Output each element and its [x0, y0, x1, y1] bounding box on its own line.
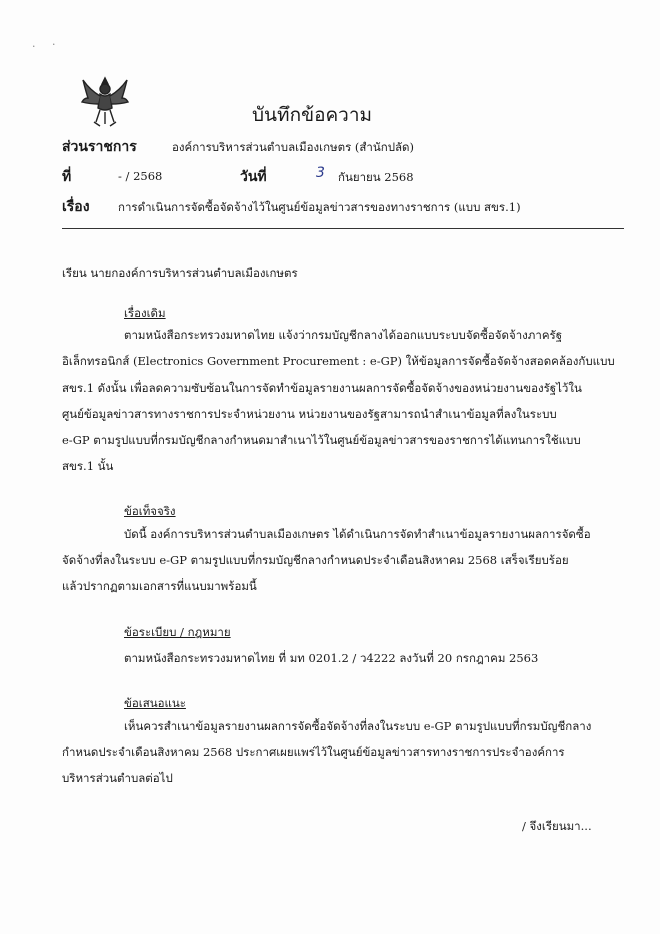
dept-value: องค์การบริหารส่วนตำบลเมืองเกษตร (สำนักปลัด) [172, 140, 415, 154]
doc-number-label: ที่ [62, 169, 72, 185]
section-heading-regulation: ข้อระเบียบ / กฎหมาย [124, 625, 231, 639]
memo-title: บันทึกข้อความ [252, 104, 373, 126]
doc-number-value: - / 2568 [118, 169, 163, 183]
date-label: วันที่ [240, 169, 267, 185]
paragraph-line: สขร.1 ดังนั้น เพื่อลดความซับซ้อนในการจัดทำข้อมูลรายงานผลการจัดซื้อจัดจ้างของหน่วยงานของรัฐไว้ใน [62, 381, 582, 395]
date-month-year: กันยายน 2568 [338, 170, 414, 184]
paragraph-line: e-GP ตามรูปแบบที่กรมบัญชีกลางกำหนดมาสำเนาไว้ในศูนย์ข้อมูลข่าวสารของราชการได้แทนการใช้แบบ [62, 433, 581, 447]
section-heading-background: เรื่องเดิม [124, 306, 166, 320]
date-day-handwritten: 3 [316, 165, 325, 181]
paragraph-line: บัดนี้ องค์การบริหารส่วนตำบลเมืองเกษตร ได้ดำเนินการจัดทำสำเนาข้อมูลรายงานผลการจัดซื้อ [124, 527, 591, 541]
closing-continuation: / จึงเรียนมา... [522, 819, 592, 833]
scan-mark: · [52, 38, 56, 51]
header-divider [62, 228, 624, 229]
paragraph-line: จัดจ้างที่ลงในระบบ e-GP ตามรูปแบบที่กรมบัญชีกลางกำหนดประจำเดือนสิงหาคม 2568 เสร็จเรียบร้อย [62, 553, 569, 567]
scan-mark: · [32, 40, 36, 53]
garuda-emblem-icon [80, 72, 130, 128]
section-heading-facts: ข้อเท็จจริง [124, 504, 176, 518]
paragraph-line: อิเล็กทรอนิกส์ (Electronics Government Procurement : e-GP) ให้ข้อมูลการจัดซื้อจัดจ้างสอดคล้องกับแบบ [62, 354, 615, 368]
addressee: เรียน นายกองค์การบริหารส่วนตำบลเมืองเกษตร [62, 266, 298, 280]
paragraph-line: บริหารส่วนตำบลต่อไป [62, 771, 173, 785]
paragraph-line: ศูนย์ข้อมูลข่าวสารทางราชการประจำหน่วยงาน หน่วยงานของรัฐสามารถนำสำเนาข้อมูลที่ลงในระบบ [62, 407, 557, 421]
paragraph-line: สขร.1 นั้น [62, 459, 114, 473]
subject-label: เรื่อง [62, 199, 90, 215]
paragraph-line: แล้วปรากฏตามเอกสารที่แนบมาพร้อมนี้ [62, 579, 257, 593]
paragraph-line: ตามหนังสือกระทรวงมหาดไทย ที่ มท 0201.2 / ว4222 ลงวันที่ 20 กรกฎาคม 2563 [124, 651, 539, 665]
section-heading-proposal: ข้อเสนอแนะ [124, 696, 186, 710]
subject-value: การดำเนินการจัดซื้อจัดจ้างไว้ในศูนย์ข้อมูลข่าวสารของทางราชการ (แบบ สขร.1) [118, 200, 521, 214]
paragraph-line: ตามหนังสือกระทรวงมหาดไทย แจ้งว่ากรมบัญชีกลางได้ออกแบบระบบจัดซื้อจัดจ้างภาครัฐ [124, 328, 563, 342]
paragraph-line: เห็นควรสำเนาข้อมูลรายงานผลการจัดซื้อจัดจ้างที่ลงในระบบ e-GP ตามรูปแบบที่กรมบัญชีกลาง [124, 719, 592, 733]
paragraph-line: กำหนดประจำเดือนสิงหาคม 2568 ประกาศเผยแพร่ไว้ในศูนย์ข้อมูลข่าวสารทางราชการประจำองค์การ [62, 745, 565, 759]
dept-label: ส่วนราชการ [62, 139, 137, 155]
